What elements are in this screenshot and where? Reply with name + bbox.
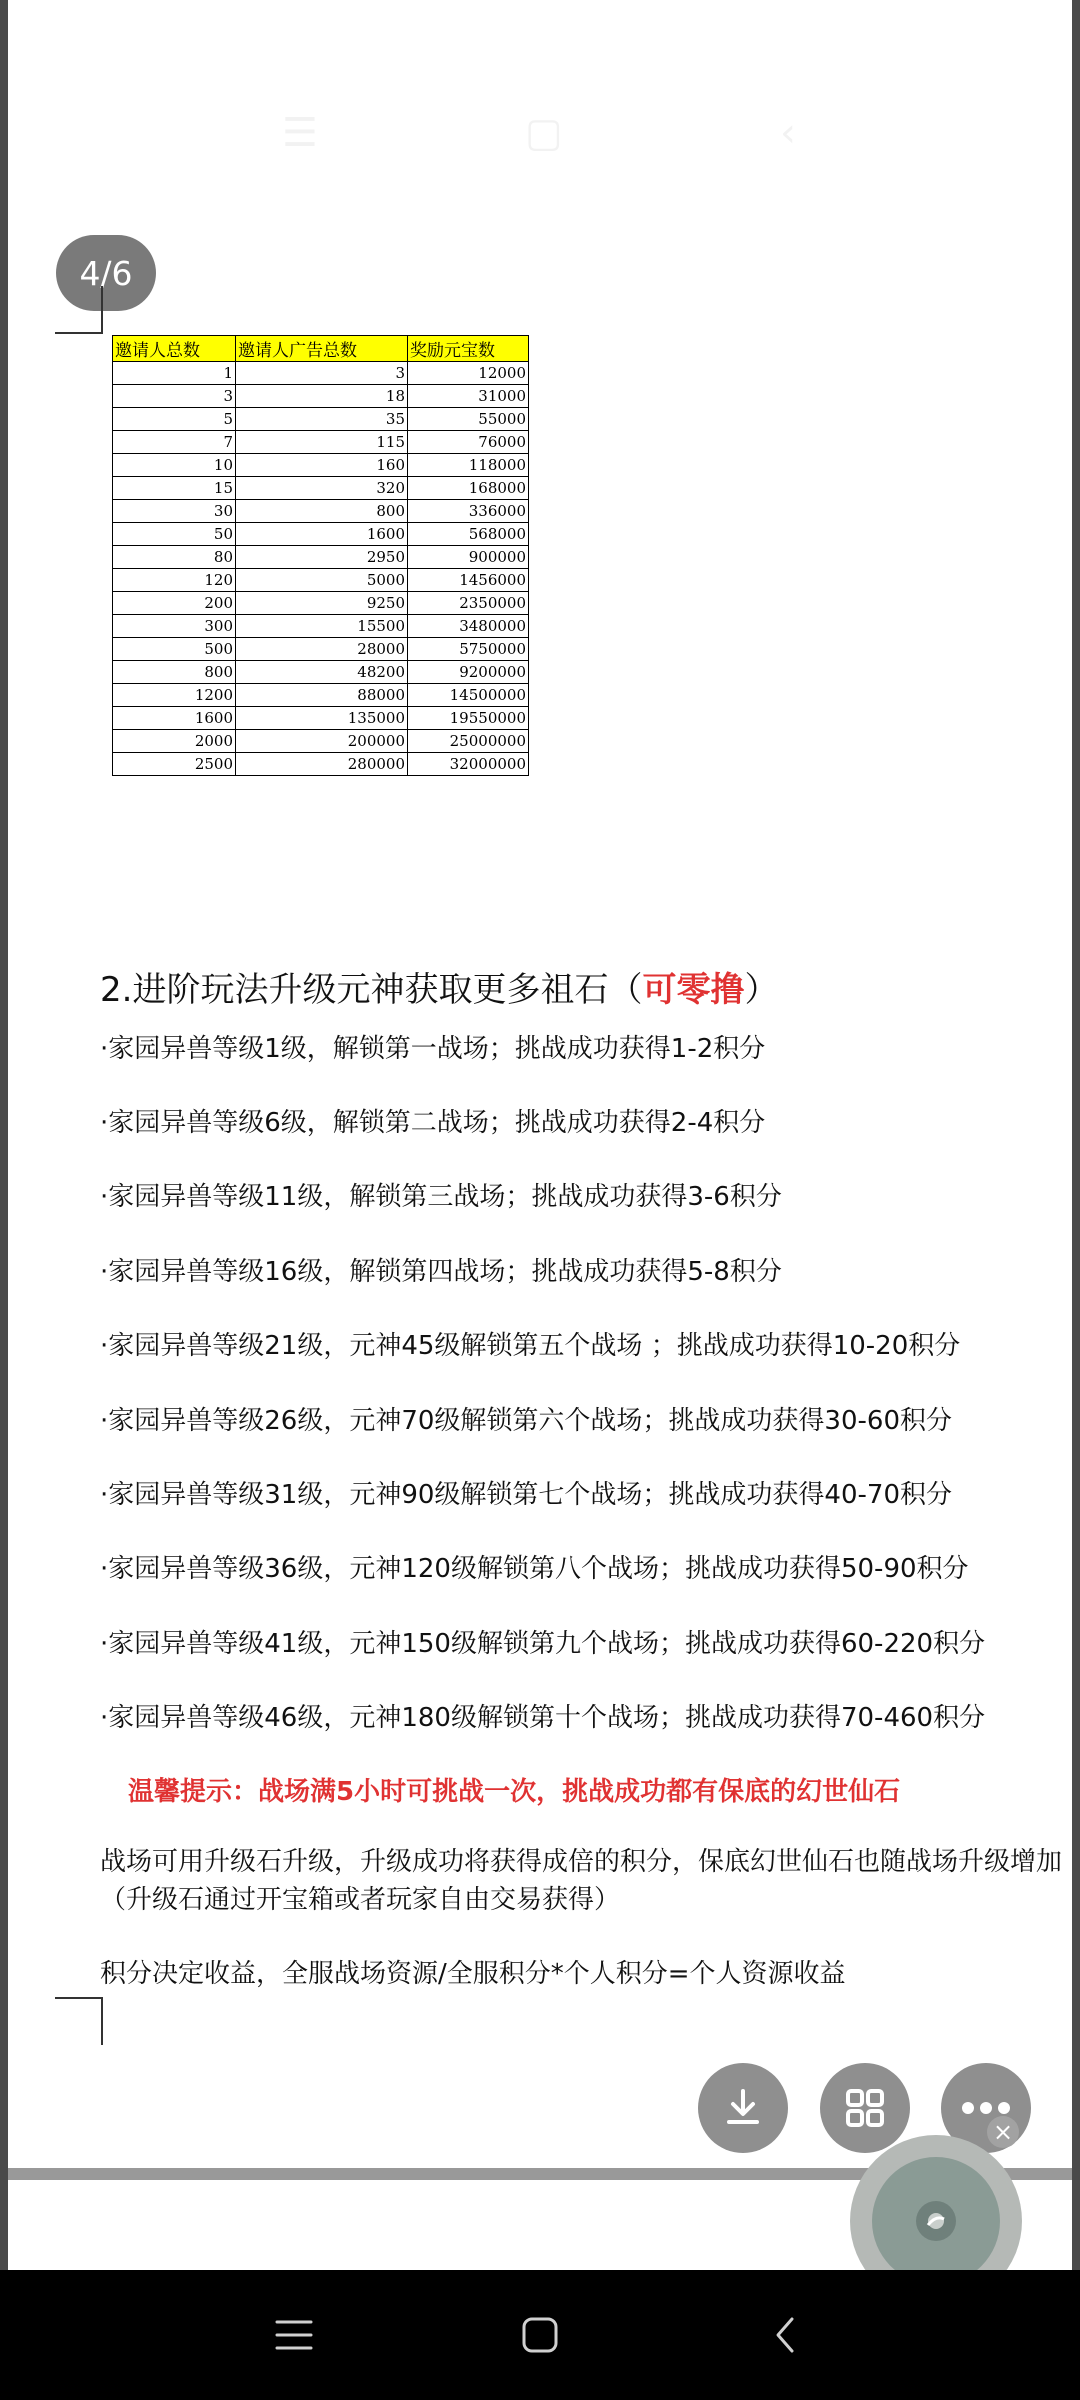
table-cell: 2950 [236,546,408,569]
table-cell: 5750000 [408,638,529,661]
rule-item: ·家园异兽等级41级，元神150级解锁第九个战场；挑战成功获得60-220积分 [100,1629,986,1659]
table-cell: 25000000 [408,730,529,753]
table-cell: 120 [113,569,236,592]
download-icon [720,2085,766,2131]
table-cell: 3480000 [408,615,529,638]
reward-table-body [113,362,529,776]
table-cell: 1600 [236,523,408,546]
table-row [113,638,529,661]
viewer-frame-left [0,0,8,2270]
rule-item: ·家园异兽等级46级，元神180级解锁第十个战场；挑战成功获得70-460积分 [100,1703,986,1733]
table-row [113,431,529,454]
table-row [113,546,529,569]
table-cell: 2350000 [408,592,529,615]
table-cell: 118000 [408,454,529,477]
table-cell: 18 [236,385,408,408]
table-cell: 55000 [408,408,529,431]
table-cell: 3 [236,362,408,385]
table-cell: 80 [113,546,236,569]
table-row [113,362,529,385]
table-cell: 1 [113,362,236,385]
table-cell: 900000 [408,546,529,569]
table-row [113,408,529,431]
menu-icon [274,2318,314,2352]
table-cell: 300 [113,615,236,638]
nav-back-button[interactable] [750,2300,820,2370]
table-cell: 28000 [236,638,408,661]
table-cell: 5000 [236,569,408,592]
upgrade-paragraph: 战场可用升级石升级，升级成功将获得成倍的积分，保底幻世仙石也随战场升级增加（升级石通过开宝箱或者玩家自由交易获得） [100,1847,1063,1915]
table-header-inviter-count: 邀请人总数 [113,336,236,362]
rule-item: ·家园异兽等级36级，元神120级解锁第八个战场；挑战成功获得50-90积分 [100,1554,969,1584]
section-heading [100,962,778,1011]
table-row [113,523,529,546]
table-cell: 568000 [408,523,529,546]
ghost-back-icon: ‹ [780,110,796,156]
table-cell: 5 [113,408,236,431]
table-row [113,661,529,684]
table-cell: 31000 [408,385,529,408]
table-row [113,615,529,638]
heading-suffix: ） [744,970,779,1010]
table-cell: 800 [236,500,408,523]
table-cell: 10 [113,454,236,477]
table-cell: 336000 [408,500,529,523]
reward-table [112,335,529,776]
table-cell: 200 [113,592,236,615]
table-row [113,569,529,592]
crop-mark-top [55,286,103,334]
table-cell: 320 [236,477,408,500]
rule-item: ·家园异兽等级21级，元神45级解锁第五个战场 ；挑战成功获得10-20积分 [100,1331,961,1361]
table-cell: 280000 [236,753,408,776]
table-cell: 7 [113,431,236,454]
table-row [113,730,529,753]
table-cell: 15500 [236,615,408,638]
income-paragraph: 积分决定收益，全服战场资源/全服积分*个人积分=个人资源收益 [100,1959,846,1989]
heading-prefix: 2.进阶玩法升级元神获取更多祖石（ [100,970,643,1010]
table-cell: 2000 [113,730,236,753]
ghost-home-icon: ▢ [525,110,563,156]
nav-menu-button[interactable] [259,2300,329,2370]
close-widget-icon[interactable]: × [987,2116,1019,2148]
table-header-ad-count: 邀请人广告总数 [236,336,408,362]
table-cell: 76000 [408,431,529,454]
table-cell: 135000 [236,707,408,730]
table-cell: 9200000 [408,661,529,684]
table-cell: 88000 [236,684,408,707]
grid-button[interactable] [820,2063,910,2153]
table-cell: 200000 [236,730,408,753]
table-cell: 168000 [408,477,529,500]
table-cell: 48200 [236,661,408,684]
back-icon [770,2315,800,2355]
warm-tip: 温馨提示：战场满5小时可挑战一次，挑战成功都有保底的幻世仙石 [128,1777,901,1807]
rule-item: ·家园异兽等级26级，元神70级解锁第六个战场；挑战成功获得30-60积分 [100,1406,952,1436]
rule-item: ·家园异兽等级31级，元神90级解锁第七个战场；挑战成功获得40-70积分 [100,1480,952,1510]
table-cell: 2500 [113,753,236,776]
table-cell: 14500000 [408,684,529,707]
table-cell: 3 [113,385,236,408]
ghost-menu-icon: ☰ [282,110,318,156]
page-indicator: 4/6 [56,235,156,311]
table-cell: 160 [236,454,408,477]
table-cell: 15 [113,477,236,500]
table-row [113,753,529,776]
table-row [113,684,529,707]
table-cell: 32000000 [408,753,529,776]
table-row [113,500,529,523]
rule-item: ·家园异兽等级6级，解锁第二战场；挑战成功获得2-4积分 [100,1108,766,1138]
table-cell: 50 [113,523,236,546]
table-cell: 12000 [408,362,529,385]
viewer-frame-right [1072,0,1080,2270]
rule-item: ·家园异兽等级16级，解锁第四战场；挑战成功获得5-8积分 [100,1257,782,1287]
rule-item: ·家园异兽等级1级，解锁第一战场；挑战成功获得1-2积分 [100,1034,766,1064]
nav-home-button[interactable] [505,2300,575,2370]
table-cell: 9250 [236,592,408,615]
crop-mark-bottom [55,1997,103,2045]
download-button[interactable] [698,2063,788,2153]
table-row [113,477,529,500]
heading-highlight: 可零撸 [642,970,745,1010]
table-cell: 1456000 [408,569,529,592]
table-cell: 19550000 [408,707,529,730]
table-row [113,385,529,408]
table-cell: 1600 [113,707,236,730]
table-cell: 500 [113,638,236,661]
table-header-reward: 奖励元宝数 [408,336,529,362]
table-cell: 30 [113,500,236,523]
table-row [113,592,529,615]
grid-icon [843,2086,887,2130]
table-cell: 1200 [113,684,236,707]
table-row [113,454,529,477]
home-icon [521,2316,559,2354]
table-cell: 115 [236,431,408,454]
table-row [113,707,529,730]
table-cell: 800 [113,661,236,684]
table-cell: 35 [236,408,408,431]
rule-item: ·家园异兽等级11级，解锁第三战场；挑战成功获得3-6积分 [100,1182,782,1212]
music-disc-icon [872,2157,1000,2285]
more-icon [961,2101,1011,2115]
